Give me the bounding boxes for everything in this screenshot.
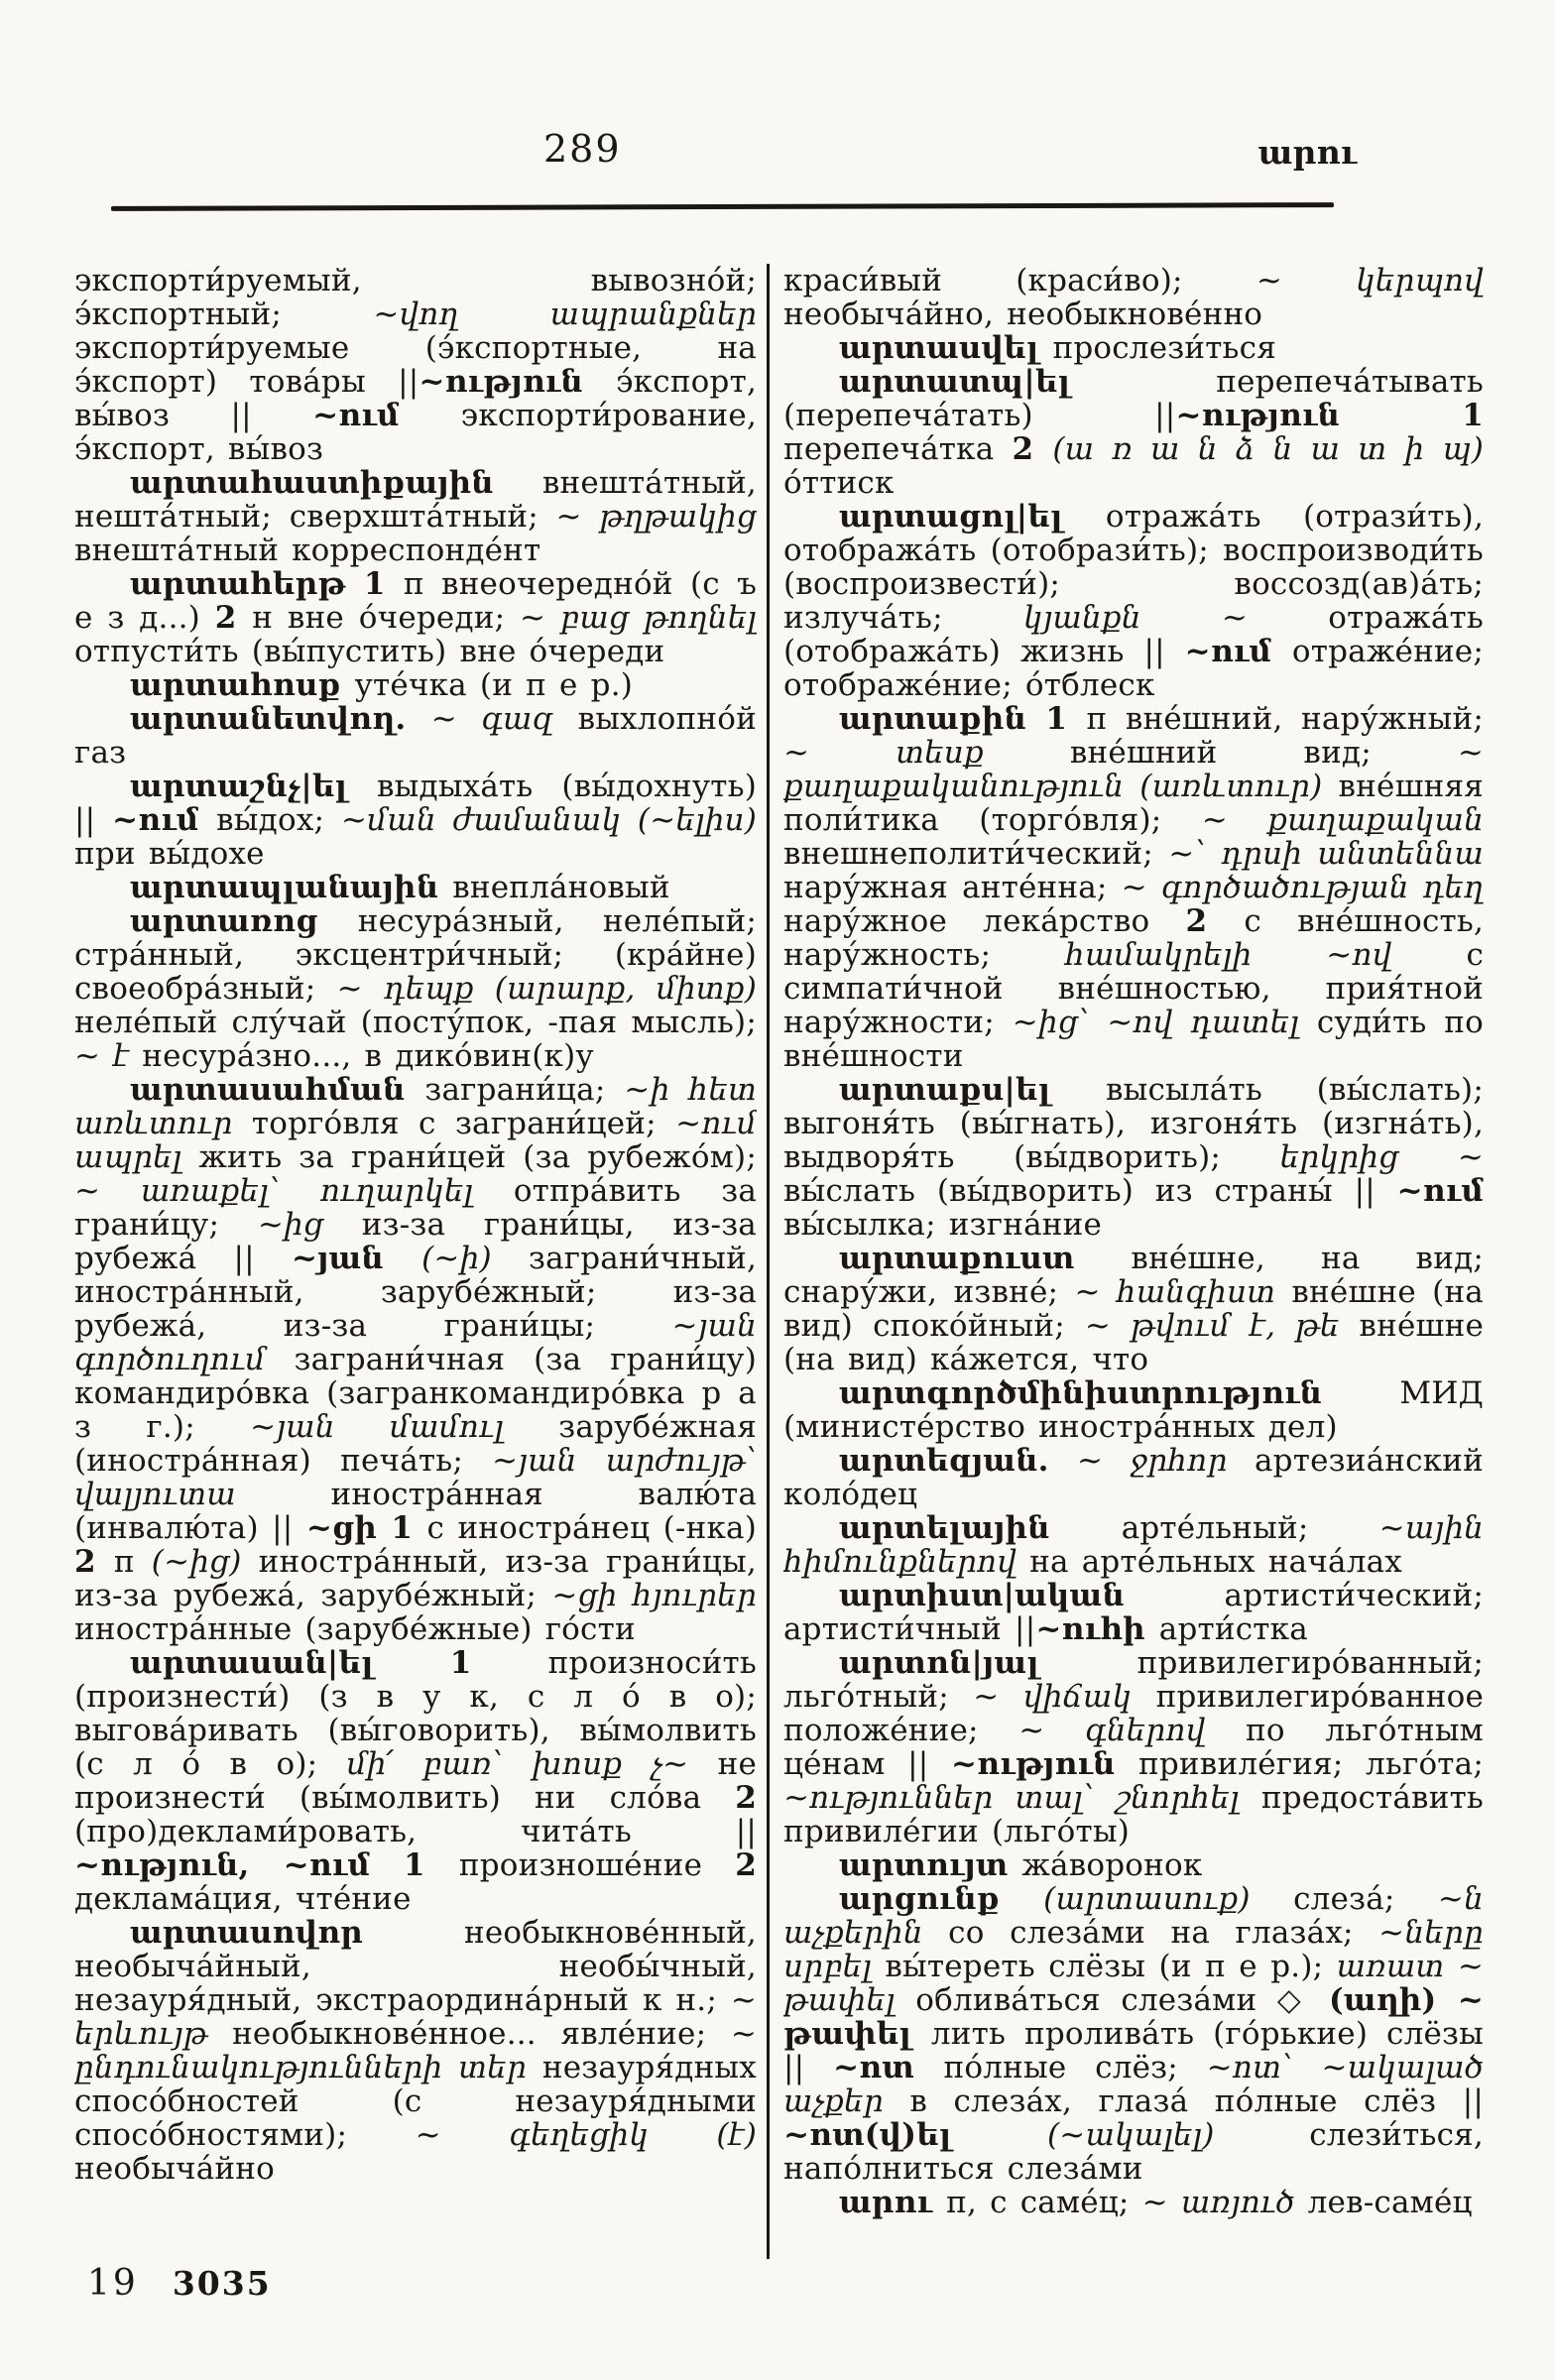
- dictionary-entry: [783, 1376, 1484, 1444]
- russian-text: перепеча́тка: [783, 431, 1013, 467]
- armenian-phrase-text: ~ները սրբել: [783, 1915, 1484, 1984]
- sense-number: 2: [1012, 431, 1053, 467]
- russian-text: вне́шне (на вид) споко́йный;: [783, 1274, 1484, 1344]
- russian-text: в слеза́х, глаза́ по́лные слёз ||: [909, 2083, 1484, 2119]
- page-header: [0, 127, 1555, 186]
- armenian-headword-text: ~ում: [112, 802, 217, 838]
- russian-text: экспорти́рование, э́кспорт, вы́воз: [74, 398, 757, 467]
- armenian-headword-text: ~ում: [1396, 1173, 1484, 1209]
- russian-text: арте́льный;: [1121, 1510, 1379, 1546]
- sense-number: 1: [1045, 701, 1087, 737]
- armenian-headword-text: արտաշնչ|ել: [130, 769, 377, 804]
- russian-text: незауря́дных спосо́бностей (с незауря́дными спосо́бностями);: [74, 2050, 757, 2153]
- russian-text: лить пролива́ть (го́рькие) слёзы ||: [783, 2016, 1484, 2085]
- russian-text: с вне́шность, нару́жность;: [783, 903, 1484, 973]
- russian-text: жа́воронок: [1021, 1847, 1203, 1883]
- armenian-headword-text: արտահերթ: [130, 566, 364, 602]
- armenian-headword-text: արտասվել: [839, 330, 1053, 366]
- armenian-phrase-text: առատ ~ թափել: [783, 1949, 1484, 2018]
- russian-text: вы́дох;: [216, 802, 341, 838]
- russian-text: по льго́тным це́нам ||: [783, 1713, 1484, 1782]
- russian-text: прослези́ться: [1052, 330, 1276, 366]
- armenian-phrase-text: ~յան արժույթ՝ վալյուտա: [74, 1443, 757, 1512]
- russian-text: неле́пый слу́чай (посту́пок, -пая мысль);: [74, 1005, 757, 1040]
- dictionary-entry: [783, 1579, 1484, 1646]
- russian-text: внепла́новый: [452, 870, 670, 905]
- column-left: [74, 264, 757, 2287]
- russian-text: заграни́чная (за грани́цу) командиро́вка (загранкомандиро́вка р а з г.);: [74, 1342, 757, 1445]
- russian-text: привилегиро́ванное положе́ние;: [783, 1679, 1484, 1748]
- sense-number: 2: [1185, 903, 1245, 939]
- russian-text: отража́ть (отрази́ть), отобража́ть (отобрази́ть); воспроизводи́ть (воспроизвести́); воссозд(ав)а́ть; излуча́ть;: [783, 499, 1484, 636]
- russian-text: необыкнове́нное... явле́ние;: [232, 2016, 731, 2052]
- russian-text: произноше́ние: [458, 1847, 736, 1883]
- russian-text: краси́вый (краси́во);: [783, 264, 1256, 298]
- russian-text: отпусти́ть (вы́пустить) вне о́череди: [74, 634, 665, 669]
- armenian-headword-text: արցունք: [839, 1881, 1044, 1917]
- armenian-phrase-text: ~ բաց թողնել: [520, 600, 757, 636]
- armenian-phrase-text: ~ քաղաքականություն (առևտուր): [783, 735, 1484, 804]
- armenian-phrase-text: ~ոտ՝ ~ակալած աչքեր: [783, 2050, 1484, 2119]
- russian-text: с иностра́нец (-нка): [426, 1510, 757, 1546]
- armenian-headword-text: արտառոց: [130, 903, 358, 939]
- russian-text: слеза́;: [1293, 1881, 1438, 1917]
- russian-text: по́лные слёз;: [943, 2050, 1207, 2085]
- sense-number: 1: [404, 1847, 459, 1883]
- sense-number: 1: [391, 1510, 427, 1546]
- armenian-headword-text: ~ուհի: [1035, 1611, 1159, 1647]
- armenian-headword-text: արտասան|ել: [130, 1645, 450, 1681]
- armenian-phrase-text: ~ քաղաքական: [1201, 802, 1484, 838]
- dictionary-entry: [74, 904, 757, 1073]
- dictionary-entry: [74, 1646, 757, 1916]
- dictionary-entry: [74, 1073, 757, 1646]
- russian-text: отраже́ние; отображе́ние; о́тблеск: [783, 634, 1484, 703]
- russian-text: привилегиро́ванный; льго́тный;: [783, 1645, 1484, 1715]
- armenian-headword-text: ~ոտ(վ)ել: [783, 2117, 1047, 2153]
- armenian-headword-text: արտատպ|ել: [839, 364, 1217, 400]
- russian-text: внешта́тный, нешта́тный; сверхшта́тный;: [74, 465, 757, 535]
- russian-text: выхлопно́й газ: [74, 701, 757, 771]
- armenian-headword-text: ~ություն, ~ում: [74, 1847, 404, 1883]
- armenian-phrase-text: ~ գեղեցիկ (է): [415, 2117, 757, 2153]
- dictionary-entry: [783, 2186, 1484, 2219]
- russian-text: нару́жное лека́рство: [783, 903, 1186, 939]
- armenian-headword-text: ~ում: [312, 398, 461, 433]
- armenian-headword-text: արտահոսք: [130, 667, 355, 703]
- armenian-phrase-text: երկրից ~: [1279, 1139, 1484, 1175]
- russian-text: слези́ться, напо́лниться слеза́ми: [783, 2117, 1484, 2187]
- armenian-phrase-text: ~ երևույթ: [74, 1982, 757, 2052]
- russian-text: вне́шняя поли́тика (торго́вля);: [783, 769, 1484, 838]
- armenian-headword-text: արտասովոր: [130, 1915, 464, 1951]
- dictionary-entry: [74, 567, 757, 668]
- armenian-headword-text: արտույտ: [839, 1847, 1022, 1883]
- russian-text: п: [113, 1544, 152, 1580]
- armenian-phrase-text: ~ է: [74, 1038, 143, 1074]
- russian-text: перепеча́тывать (перепеча́тать) ||: [783, 364, 1484, 433]
- armenian-phrase-text: ~ թվում է, թե: [1084, 1308, 1360, 1344]
- russian-text: МИД (министе́рство иностра́нных дел): [783, 1375, 1484, 1445]
- russian-text: артезиа́нский коло́дец: [783, 1443, 1484, 1512]
- russian-text: экспорти́руемый, вывозно́й; э́кспортный;: [74, 264, 757, 332]
- russian-text: заграни́ца;: [424, 1072, 625, 1108]
- russian-text: внешнеполити́ческий;: [783, 836, 1169, 872]
- armenian-phrase-text: ~ից՝ ~ով դատել: [1012, 1005, 1317, 1040]
- armenian-phrase-text: ~ային հիմունքներով: [783, 1510, 1484, 1580]
- russian-text: на арте́льных нача́лах: [1029, 1544, 1402, 1580]
- russian-text: п, с саме́ц;: [946, 2185, 1142, 2220]
- column-divider-rule: [767, 264, 770, 2259]
- russian-text: при вы́дохе: [74, 836, 265, 872]
- dictionary-entry: [783, 1511, 1484, 1579]
- russian-text: зарубе́жная (иностра́нная) печа́ть;: [74, 1409, 757, 1479]
- russian-text: деклама́ция, чте́ние: [74, 1881, 412, 1917]
- armenian-phrase-text: ~ություններ տալ՝ շնորհել: [783, 1780, 1261, 1816]
- russian-text: вне́шне (на вид) ка́жется, что: [783, 1308, 1484, 1377]
- armenian-phrase-text: ~յան մամուլ: [250, 1409, 559, 1445]
- russian-text: выдыха́ть (вы́дохнуть) ||: [74, 769, 757, 838]
- russian-text: вы́тереть слёзы (и п е р.);: [885, 1949, 1337, 1984]
- dictionary-entry: [783, 1882, 1484, 2186]
- dictionary-entry: [74, 770, 757, 871]
- armenian-headword-text: ~ում: [1184, 634, 1292, 669]
- armenian-headword-text: արտապլանային: [130, 870, 453, 905]
- armenian-headword-text: (աղի) ~ թափել: [783, 1982, 1484, 2052]
- russian-text: высыла́ть (вы́слать); выгоня́ть (вы́гнать), изгоня́ть (изгна́ть), выдворя́ть (вы́дворить);: [783, 1072, 1484, 1175]
- armenian-headword-text: ~ցի: [305, 1510, 392, 1546]
- armenian-phrase-text: ~ն աչքերին: [783, 1881, 1484, 1951]
- continuation-paragraph: [74, 264, 757, 466]
- dictionary-entry: [783, 1444, 1484, 1511]
- russian-text: облива́ться слеза́ми ◇: [915, 1982, 1329, 2018]
- page-number: 289: [543, 127, 622, 171]
- russian-text: со слеза́ми на глаза́х;: [948, 1915, 1379, 1951]
- dictionary-entry: [74, 466, 757, 567]
- armenian-phrase-text: ~յան գործուղում: [74, 1308, 757, 1377]
- armenian-phrase-text: ~ ջրհոր: [1076, 1443, 1255, 1479]
- russian-text: произноси́ть (произнести́) (з в у к, с л о́ в о); выгова́ривать (вы́говорить), вы́молвить (с л о́ в о);: [74, 1645, 757, 1782]
- russian-text: п вне́шний, нару́жный;: [1086, 701, 1484, 737]
- russian-text: необыча́йно: [74, 2151, 275, 2187]
- russian-text: вне́шний вид;: [1069, 735, 1458, 771]
- russian-text: несура́зно..., в дико́вин(к)у: [142, 1038, 594, 1074]
- column-right: [783, 264, 1484, 2287]
- russian-text: торго́вля с заграни́цей;: [251, 1106, 676, 1141]
- armenian-headword-text: արտացոլ|ել: [839, 499, 1106, 535]
- armenian-phrase-text: համակրելի ~ով: [1065, 937, 1467, 973]
- armenian-headword-text: ~ություն: [419, 364, 617, 400]
- sense-number: 2: [74, 1544, 114, 1580]
- armenian-phrase-text: ~ թղթակից: [555, 499, 757, 535]
- russian-text: отпра́вить за грани́цу;: [74, 1173, 757, 1243]
- armenian-phrase-text: ~ գործածության դեղ: [1121, 870, 1484, 905]
- dictionary-entry: [74, 1916, 757, 2186]
- russian-text: вне́шне, на вид; снару́жи, извне́;: [783, 1241, 1484, 1310]
- armenian-phrase-text: ~ գներով: [1018, 1713, 1247, 1748]
- running-head-word: արու: [1257, 133, 1357, 172]
- armenian-phrase-text: (~ի): [421, 1241, 529, 1276]
- armenian-phrase-text: (արտասուք): [1043, 1881, 1294, 1917]
- dictionary-entry: [783, 1242, 1484, 1376]
- continuation-paragraph: [783, 264, 1484, 331]
- russian-text: иностра́нная валю́та (инвалю́та) ||: [74, 1477, 757, 1546]
- footer-signature-number: 19: [87, 2263, 139, 2304]
- russian-text: необыча́йно, необыкнове́нно: [783, 297, 1263, 332]
- armenian-phrase-text: ~ հանգիստ: [1074, 1274, 1292, 1310]
- armenian-phrase-text: մի՛ բառ՝ խոսք չ~: [346, 1746, 718, 1782]
- armenian-phrase-text: ~վող ապրանքներ: [373, 297, 757, 332]
- header-rule: [111, 202, 1334, 211]
- russian-text: о́ттиск: [783, 465, 895, 501]
- armenian-headword-text: արտաքին: [839, 701, 1046, 737]
- dictionary-entry: [783, 365, 1484, 500]
- russian-text: э́кспорт, вы́воз ||: [74, 364, 757, 433]
- russian-text: арти́стка: [1158, 1611, 1308, 1647]
- armenian-headword-text: արտաքս|ել: [839, 1072, 1106, 1108]
- russian-text: отража́ть (отобража́ть) жизнь ||: [783, 600, 1484, 669]
- armenian-phrase-text: ~ կերպով: [1256, 264, 1484, 298]
- armenian-phrase-text: (~ակալել): [1046, 2117, 1310, 2153]
- dictionary-entry: [783, 331, 1484, 365]
- russian-text: вы́слать (вы́дворить) из страны́ ||: [783, 1173, 1397, 1209]
- armenian-phrase-text: (~ից): [151, 1544, 259, 1580]
- dictionary-entry: [74, 668, 757, 702]
- russian-text: п внеочередно́й (с ъ е з д...): [74, 566, 757, 636]
- armenian-phrase-text: ~ գազ: [430, 701, 578, 737]
- dictionary-entry: [74, 702, 757, 770]
- page-footer: [87, 2263, 272, 2304]
- russian-text: уте́чка (и п е р.): [354, 667, 634, 703]
- russian-text: с симпати́чной вне́шностью, прия́тной нару́жности;: [783, 937, 1484, 1040]
- dictionary-entry: [783, 1073, 1484, 1242]
- armenian-phrase-text: ~ում ապրել: [74, 1106, 757, 1175]
- russian-text: заграни́чный, иностра́нный, зарубе́жный; из-за рубежа́, из-за грани́цы;: [74, 1241, 757, 1344]
- armenian-phrase-text: ~ առյուծ: [1141, 2185, 1308, 2220]
- armenian-phrase-text: ~ման ժամանակ (~ելիս): [340, 802, 757, 838]
- sense-number: 1: [363, 566, 404, 602]
- armenian-phrase-text: ~ից: [257, 1207, 362, 1243]
- russian-text: из-за грани́цы, из-за рубежа́ ||: [74, 1207, 757, 1276]
- armenian-headword-text: արտեզյան.: [839, 1443, 1077, 1479]
- armenian-phrase-text: ~ վիճակ: [973, 1679, 1156, 1715]
- russian-text: вы́сылка; изгна́ние: [783, 1207, 1103, 1243]
- sense-number: 2: [735, 1780, 757, 1816]
- footer-print-order-number: 3035: [172, 2264, 272, 2303]
- russian-text: нару́жная анте́нна;: [783, 870, 1122, 905]
- russian-text: несура́зный, неле́пый; стра́нный, эксцентри́чный; (кра́йне) своеобра́зный;: [74, 903, 757, 1007]
- dictionary-entry: [74, 871, 757, 904]
- armenian-headword-text: ~ոտ: [833, 2050, 944, 2085]
- armenian-phrase-text: ~՝ դրսի անտեննա: [1168, 836, 1484, 872]
- armenian-headword-text: ~ություն: [1175, 398, 1463, 433]
- armenian-headword-text: արու: [839, 2185, 947, 2220]
- armenian-phrase-text: ~ի հետ առևտուր: [74, 1072, 757, 1141]
- russian-text: суди́ть по вне́шности: [783, 1005, 1484, 1074]
- dictionary-entry: [783, 1646, 1484, 1848]
- russian-text: артисти́ческий; артисти́чный ||: [783, 1578, 1484, 1647]
- russian-text: иностра́нный, из-за грани́цы, из-за рубежа́, зарубе́жный;: [74, 1544, 757, 1613]
- russian-text: экспорти́руемые (э́кспортные, на э́кспорт) това́ры ||: [74, 330, 757, 400]
- armenian-headword-text: արտոն|յալ: [839, 1645, 1137, 1681]
- armenian-headword-text: արտգործմինիստրություն: [839, 1375, 1400, 1411]
- armenian-phrase-text: (ա ռ ա ն ձ ն ա տ ի պ): [1052, 431, 1484, 467]
- sense-number: 2: [214, 600, 253, 636]
- russian-text: предоста́вить привиле́гии (льго́ты): [783, 1780, 1484, 1849]
- sense-number: 2: [735, 1847, 757, 1883]
- armenian-phrase-text: ~ տեսք: [783, 735, 1070, 771]
- armenian-headword-text: արտաքուստ: [839, 1241, 1132, 1276]
- russian-text: иностра́нные (зарубе́жные) го́сти: [74, 1611, 636, 1647]
- armenian-headword-text: ~յան: [292, 1241, 422, 1276]
- dictionary-entry: [783, 1848, 1484, 1882]
- russian-text: внешта́тный корреспонде́нт: [74, 533, 541, 568]
- sense-number: 1: [449, 1645, 548, 1681]
- russian-text: н вне о́череди;: [252, 600, 521, 636]
- armenian-headword-text: արտահաստիքային: [130, 465, 542, 501]
- dictionary-entry: [783, 500, 1484, 702]
- dictionary-entry: [783, 702, 1484, 1073]
- armenian-phrase-text: ~ առաքել՝ ուղարկել: [74, 1173, 514, 1209]
- armenian-headword-text: արտելային: [839, 1510, 1122, 1546]
- russian-text: жить за грани́цей (за рубежо́м);: [198, 1139, 757, 1175]
- russian-text: необыкнове́нный, необыча́йный, необы́чный, незауря́дный, экстраордина́рный к н.;: [74, 1915, 757, 2018]
- armenian-phrase-text: ~ ընդունակությունների տեր: [74, 2016, 757, 2085]
- armenian-headword-text: արտիստ|ական: [839, 1578, 1225, 1613]
- armenian-headword-text: արտասահման: [130, 1072, 425, 1108]
- russian-text: (про)деклами́ровать, чита́ть ||: [74, 1814, 757, 1849]
- russian-text: лев-саме́ц: [1307, 2185, 1473, 2220]
- armenian-phrase-text: ~ցի հյուրեր: [551, 1578, 757, 1613]
- armenian-phrase-text: կյանքն ~: [1022, 600, 1329, 636]
- armenian-headword-text: արտանետվող.: [130, 701, 431, 737]
- sense-number: 1: [1462, 398, 1484, 433]
- russian-text: не произнести́ (вы́молвить) ни сло́ва: [74, 1746, 757, 1816]
- armenian-phrase-text: ~ դեպք (արարք, միտք): [336, 971, 757, 1007]
- russian-text: привиле́гия; льго́та;: [1138, 1746, 1484, 1782]
- armenian-headword-text: ~ություն: [950, 1746, 1139, 1782]
